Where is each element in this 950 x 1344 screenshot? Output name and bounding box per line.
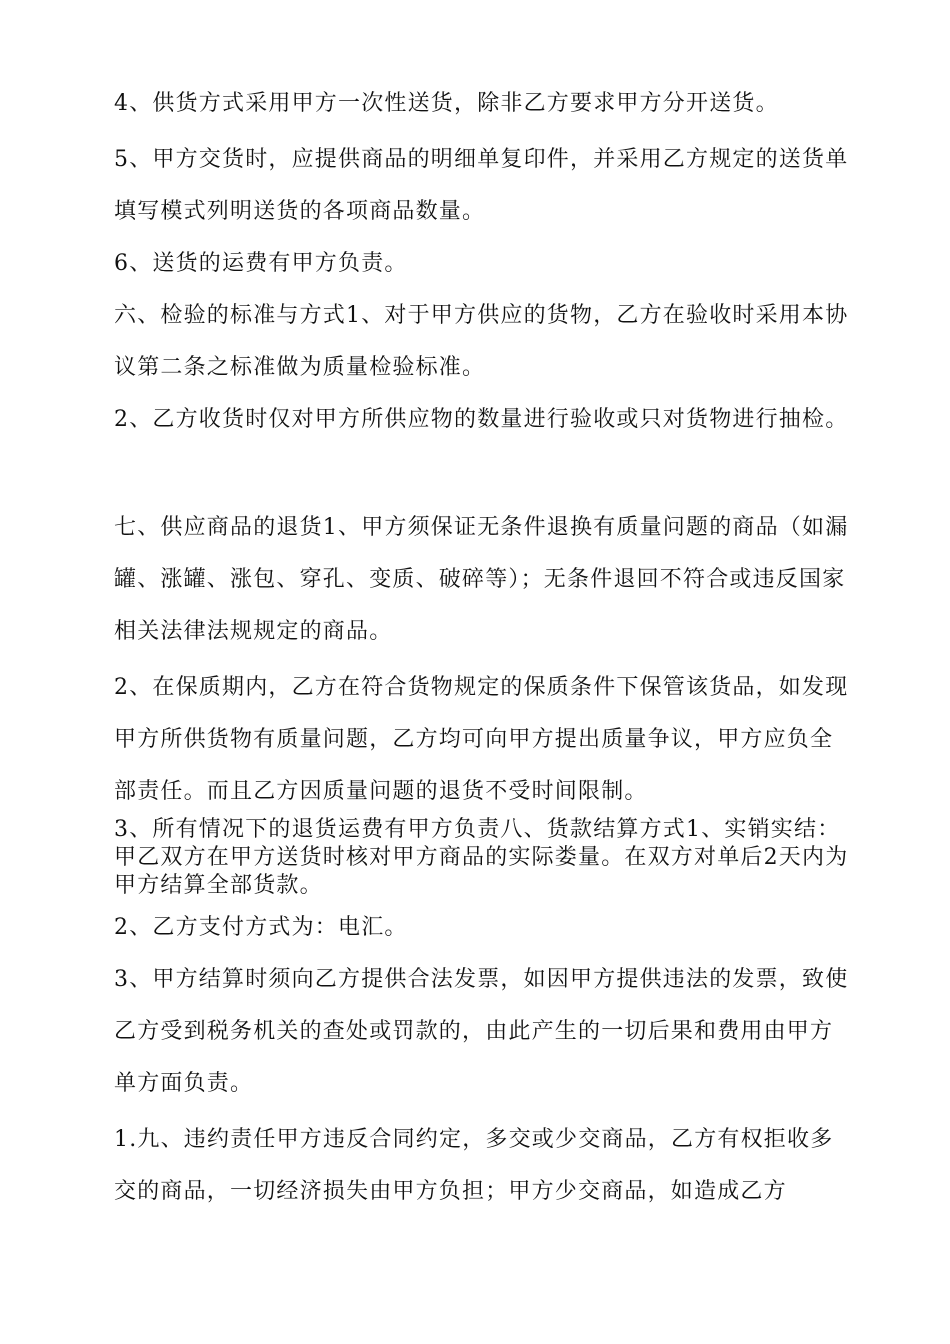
paragraph-returns: 七、供应商品的退货1、甲方须保证无条件退换有质量问题的商品（如漏罐、涨罐、涨包、穿孔、变质、破碎等）；无条件退回不符合或违反国家相关法律法规规定的商品。 [114, 515, 849, 644]
paragraph-settlement: 3、所有情况下的退货运费有甲方负责八、货款结算方式1、实销实结：甲乙双方在甲方送货时核对甲方商品的实际娄量。在双方对单后2天内为甲方结算全部货款。 [114, 817, 849, 898]
paragraph-quality-warranty: 2、在保质期内，乙方在符合货物规定的保质条件下保管该货品，如发现甲方所供货物有质量问题，乙方均可向甲方提出质量争议，甲方应负全部责任。而且乙方因质量问题的退货不受时间限制。 [114, 675, 849, 804]
paragraph-payment-method: 2、乙方支付方式为：电汇。 [114, 915, 408, 940]
paragraph-delivery-method: 4、供货方式采用甲方一次性送货，除非乙方要求甲方分开送货。 [114, 91, 779, 116]
paragraph-delivery-list: 5、甲方交货时，应提供商品的明细单复印件，并采用乙方规定的送货单填写模式列明送货的各项商品数量。 [114, 147, 849, 224]
paragraph-freight: 6、送货的运费有甲方负责。 [114, 251, 408, 276]
paragraph-invoice: 3、甲方结算时须向乙方提供合法发票，如因甲方提供违法的发票，致使乙方受到税务机关的查处或罚款的，由此产生的一切后果和费用由甲方单方面负责。 [114, 967, 849, 1096]
paragraph-liability: 1.九、违约责任甲方违反合同约定，多交或少交商品，乙方有权拒收多交的商品，一切经济损失由甲方负担；甲方少交商品，如造成乙方 [114, 1127, 834, 1204]
paragraph-inspection-scope: 2、乙方收货时仅对甲方所供应物的数量进行验收或只对货物进行抽检。 [114, 407, 849, 432]
paragraph-inspection-standard: 六、检验的标准与方式1、对于甲方供应的货物，乙方在验收时采用本协议第二条之标准做为质量检验标准。 [114, 303, 849, 380]
